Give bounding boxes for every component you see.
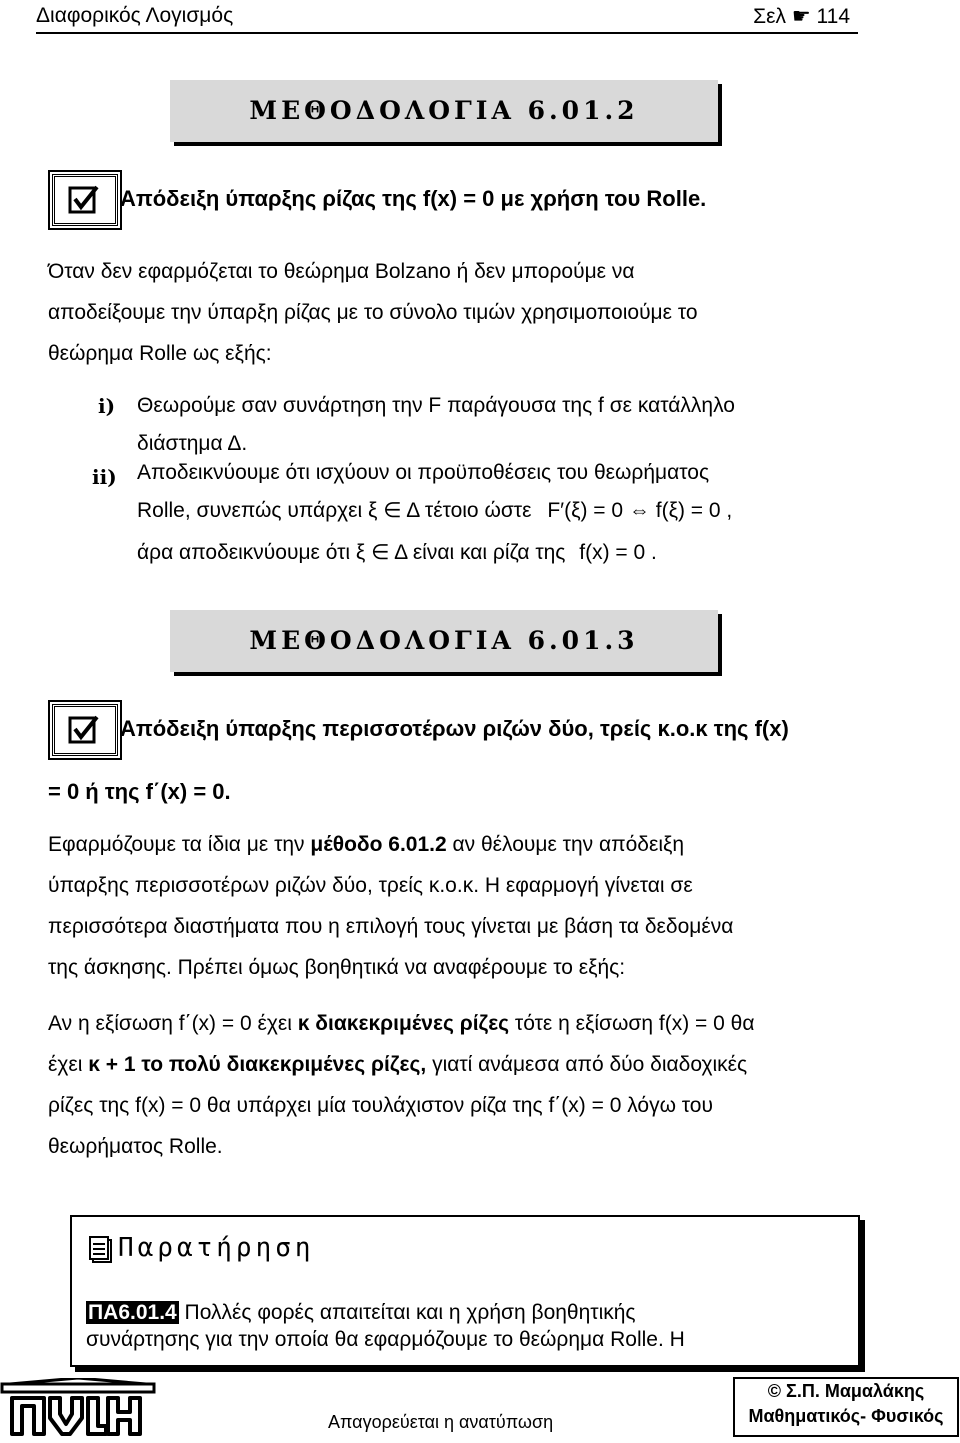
copyright-text: © Σ.Π. Μαμαλάκης — [767, 1381, 925, 1401]
header-page — [753, 4, 850, 29]
paragraph-line: της άσκησης. Πρέπει όμως βοηθητικά να αναφέρουμε το εξής: — [48, 956, 626, 979]
paragraph-line: ύπαρξης περισσοτέρων ριζών δύο, τρείς κ.ο.κ. Η εφαρμογή γίνεται σε — [48, 874, 693, 897]
header-page-number: 114 — [816, 5, 850, 28]
pointing-hand-icon: ☛ — [791, 5, 811, 28]
item-i-line1: Θεωρούμε σαν συνάρτηση την F παράγουσα της f σε κατάλληλο — [137, 394, 735, 417]
header-page-prefix: Σελ — [753, 5, 786, 28]
note-line1 — [86, 1299, 846, 1326]
paragraph-line — [48, 824, 733, 865]
paragraph-line — [48, 1003, 754, 1044]
item-ii-line3 — [137, 534, 732, 572]
item-i-line2: διάστημα Δ. — [137, 432, 248, 455]
methodology-banner-1-text: ΜΕΘΟΔΟΛΟΓΙΑ 6.01.2 — [249, 96, 639, 125]
author-role: Μαθηματικός- Φυσικός — [748, 1406, 944, 1426]
footer-notice: Απαγορεύεται η ανατύπωση — [328, 1412, 554, 1432]
item-marker-i: i) — [98, 394, 116, 418]
item-ii-line1: Αποδεικνύουμε ότι ισχύουν οι προϋποθέσεις του θεωρήματος — [137, 461, 710, 484]
item-ii-line2-text: Rolle, συνεπώς υπάρχει ξ ∈ Δ τέτοιο ώστε — [137, 499, 532, 522]
item-ii-line2 — [137, 492, 732, 530]
methodology2-paragraph-1 — [48, 824, 733, 988]
methodology2-title-line2: = 0 ή της f΄(x) = 0. — [48, 779, 231, 804]
item-i — [137, 387, 735, 463]
note-text — [86, 1299, 846, 1353]
text-span: τότε η εξίσωση f(x) = 0 θα — [509, 1012, 755, 1035]
checkbox-icon — [52, 704, 118, 756]
header-subject: Διαφορικός Λογισμός — [36, 4, 234, 27]
text-span: Αν η εξίσωση f΄(x) = 0 έχει — [48, 1012, 298, 1035]
bold-method-ref: μέθοδο 6.01.2 — [310, 833, 447, 856]
page-header — [36, 0, 858, 34]
item-ii-line3-text: άρα αποδεικνύουμε ότι ξ ∈ Δ είναι και ρίζα της — [137, 541, 566, 564]
bold-text: κ διακεκριμένες ρίζες — [297, 1012, 510, 1035]
item-ii-formula-2: f(x) = 0 . — [579, 541, 657, 564]
paragraph-line: ρίζες της f(x) = 0 θα υπάρχει μία τουλάχιστον ρίζα της f΄(x) = 0 λόγω του — [48, 1094, 713, 1117]
paragraph-line: θεωρήματος Rolle. — [48, 1135, 223, 1158]
item-ii — [137, 454, 732, 572]
note-box — [70, 1215, 860, 1367]
note-line1-text: Πολλές φορές απαιτείται και η χρήση βοηθητικής — [178, 1301, 636, 1324]
text-span: αν θέλουμε την απόδειξη — [446, 833, 685, 856]
paragraph-line: περισσότερα διαστήματα που η επιλογή τους γίνεται με βάση τα δεδομένα — [48, 915, 734, 938]
methodology-banner-2-text: ΜΕΘΟΔΟΛΟΓΙΑ 6.01.3 — [249, 626, 639, 655]
text-span: Εφαρμόζουμε τα ίδια με την — [48, 833, 311, 856]
bold-text: κ + 1 το πολύ διακεκριμένες ρίζες, — [88, 1053, 427, 1076]
text-span: γιατί ανάμεσα από δύο διαδοχικές — [426, 1053, 748, 1076]
methodology-banner-1 — [170, 80, 718, 142]
item-ii-formula: F′(ξ) = 0 ⇔ f(ξ) = 0 , — [547, 499, 733, 522]
methodology-banner-2 — [170, 610, 718, 672]
item-marker-ii: ii) — [92, 465, 117, 489]
checkbox-icon — [52, 174, 118, 226]
paragraph-line: αποδείξουμε την ύπαρξη ρίζας με το σύνολο τιμών χρησιμοποιούμε το — [48, 301, 698, 324]
pyli-logo — [0, 1378, 156, 1438]
methodology1-paragraph — [48, 251, 698, 374]
methodology2-paragraph-2 — [48, 1003, 754, 1167]
text-span: έχει — [48, 1053, 89, 1076]
copyright-box — [733, 1377, 959, 1437]
note-line2: συνάρτησης για την οποία θα εφαρμόζουμε το θεώρημα Rolle. Η — [86, 1328, 685, 1351]
notepad-icon — [88, 1235, 114, 1270]
methodology2-title-line1: Απόδειξη ύπαρξης περισσοτέρων ριζών δύο, τρείς κ.ο.κ της f(x) — [120, 716, 789, 741]
paragraph-line: θεώρημα Rolle ως εξής: — [48, 342, 272, 365]
paragraph-line: Όταν δεν εφαρμόζεται το θεώρημα Bolzano ή δεν μπορούμε να — [48, 260, 635, 283]
paragraph-line — [48, 1044, 754, 1085]
note-title: Παρατήρηση — [118, 1233, 315, 1263]
methodology1-title: Απόδειξη ύπαρξης ρίζας της f(x) = 0 με χρήση του Rolle. — [120, 186, 707, 211]
note-tag: ΠΑ6.01.4 — [88, 1301, 177, 1324]
